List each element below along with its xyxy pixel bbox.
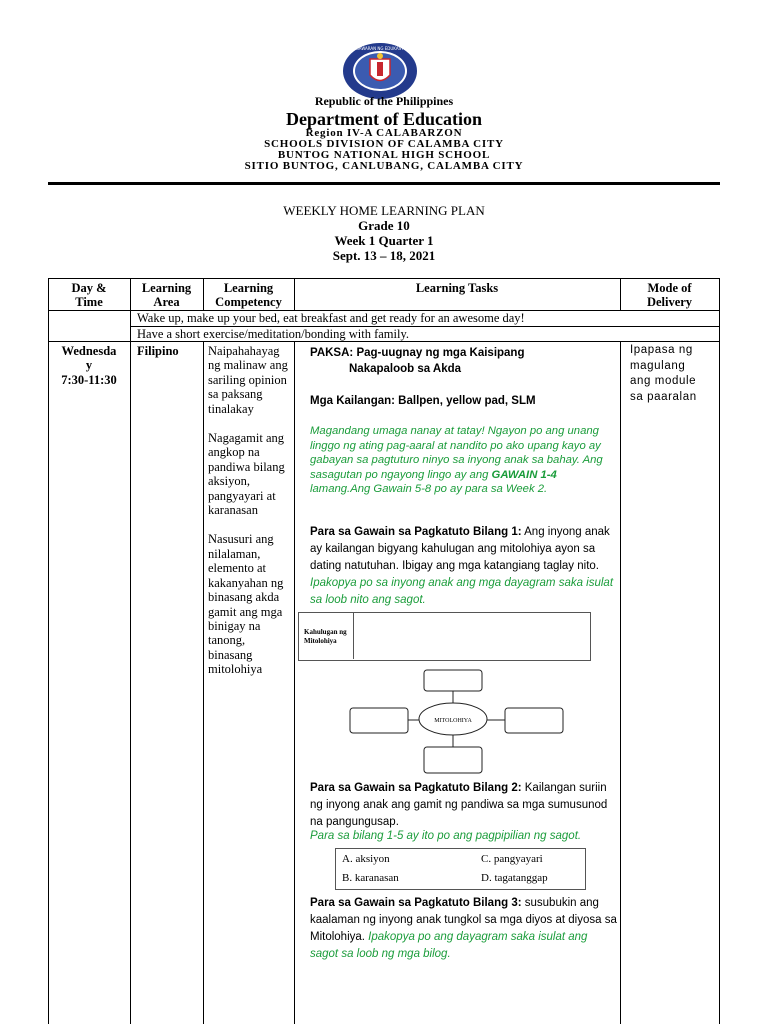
col-border-2 (203, 341, 204, 1024)
header-learning-competency: Learning Competency (215, 281, 282, 309)
col-border-left (48, 278, 49, 1024)
header-divider (48, 182, 720, 185)
plan-dates: Sept. 13 – 18, 2021 (332, 248, 436, 263)
col-border-4 (620, 341, 621, 1024)
seal-lettering: KAGAWARAN NG EDUKASYON (350, 46, 410, 51)
task-gawain-2: Para sa Gawain sa Pagkatuto Bilang 2: Kailangan suriin ng inyong anak ang gamit ng pandiwa sa mga sumusunod na pangungusap. (310, 782, 608, 828)
plan-title: WEEKLY HOME LEARNING PLAN (283, 203, 485, 218)
col-border-3 (294, 341, 295, 1024)
diagram-box-right (505, 708, 563, 733)
deped-seal-icon (342, 42, 418, 100)
gawain-3-instruction: Ipakopya po ang dayagram saka isulat ang sagot sa loob ng mga bilog. (310, 931, 588, 960)
region-line: Region IV-A CALABARZON (305, 127, 463, 139)
task-greeting: Magandang umaga nanay at tatay! Ngayon po ang unang linggo ng ating pag-aaral at nandito po ako upang kayo ay gabayan sa pagtuturo ninyo sa inyong anak sa bahay. Ang sasagutan po ngayong lingo ay ang GAWAIN 1-4 lamang.Ang Gawain 5-8 po ay para sa Week 2. (310, 425, 603, 495)
diagram-box-bottom (424, 747, 482, 773)
gawain-3-label: Para sa Gawain sa Pagkatuto Bilang 3: (310, 897, 522, 909)
routine-note-exercise: Have a short exercise/meditation/bonding with family. (137, 327, 410, 341)
header-mode-of-delivery: Mode of Delivery (646, 281, 693, 309)
plan-grade: Grade 10 (358, 218, 410, 233)
row-learning-area: Filipino (137, 344, 179, 358)
row-mode-of-delivery: Ipapasa ng magulang ang module sa paaralan (630, 344, 697, 403)
paksa-label: PAKSA: (310, 347, 354, 359)
gawain-1-instruction: Ipakopya po sa inyong anak ang mga dayagram saka isulat sa loob nito ang sagot. (310, 577, 614, 606)
choice-d: D. tagatanggap (481, 872, 548, 884)
task-gawain-1: Para sa Gawain sa Pagkatuto Bilang 1: Ang inyong anak ay kailangan bigyang kahulugan ang mitolohiya ayon sa dating natutuhan. Ibigay ang mga katangiang taglay nito. Ipakopya po sa inyong anak ang mga dayagram saka isulat sa loob nito ang sagot. (310, 526, 614, 606)
paksa-line-1: Pag-uugnay ng mga Kaisipang (356, 347, 525, 359)
mitolohiya-diagram (343, 667, 568, 777)
school-address: SITIO BUNTOG, CANLUBANG, CALAMBA CITY (244, 160, 524, 172)
division-line: SCHOOLS DIVISION OF CALAMBA CITY (264, 138, 504, 150)
kahulugan-label: Kahulugan ng Mitolohiya (304, 628, 347, 645)
school-name: BUNTOG NATIONAL HIGH SCHOOL (277, 149, 491, 161)
row-day-time: Wednesda y 7:30-11:30 (61, 344, 117, 387)
choice-b: B. karanasan (342, 872, 399, 884)
col-border-1 (130, 278, 131, 1024)
task-paksa (310, 345, 618, 377)
row-competency (208, 344, 292, 677)
task-materials: Mga Kailangan: Ballpen, yellow pad, SLM (310, 395, 536, 407)
greeting-gawain-highlight: GAWAIN 1-4 (491, 468, 557, 481)
choices-box (335, 848, 586, 890)
task-gawain-3: Para sa Gawain sa Pagkatuto Bilang 3: susubukin ang kaalaman ng inyong anak tungkol sa mga diyos at diyosa sa Mitolohiya. Ipakopya po ang dayagram saka isulat ang sagot sa loob ng mga bilog. (310, 897, 617, 960)
competency-pandiwa: Nagagamit ang angkop na pandiwa bilang aksiyon, pangyayari at karanasan (208, 431, 285, 518)
gawain-1-label: Para sa Gawain sa Pagkatuto Bilang 1: (310, 526, 522, 538)
header-learning-tasks: Learning Tasks (415, 281, 499, 295)
diagram-box-top (424, 670, 482, 691)
competency-opinion: Naipahahayag ng malinaw ang sariling opinion sa paksang tinalakay (208, 344, 288, 416)
diagram-box-left (350, 708, 408, 733)
choice-a: A. aksiyon (342, 853, 390, 865)
header-learning-area: Learning Area (141, 281, 192, 309)
kahulugan-answer-box (298, 612, 591, 661)
republic-line: Republic of the Philippines (314, 94, 454, 108)
choice-c: C. pangyayari (481, 853, 543, 865)
header-day-time: Day & Time (71, 281, 107, 309)
gawain-2-instruction: Para sa bilang 1-5 ay ito po ang pagpipilian ng sagot. (310, 830, 582, 842)
paksa-line-2: Nakapaloob sa Akda (349, 363, 462, 375)
gawain-2-label: Para sa Gawain sa Pagkatuto Bilang 2: (310, 782, 522, 794)
diagram-center-label: MITOLOHIYA (434, 718, 472, 724)
competency-pagsusuri: Nasusuri ang nilalaman, elemento at kakanyahan ng binasang akda gamit ang mga binigay na tanong, binasang mitolohiya (208, 532, 284, 677)
col-border-right (719, 278, 720, 1024)
department-name: Department of Education (286, 109, 482, 129)
routine-note-morning: Wake up, make up your bed, eat breakfast and get ready for an awesome day! (137, 311, 525, 325)
plan-week: Week 1 Quarter 1 (334, 233, 434, 248)
